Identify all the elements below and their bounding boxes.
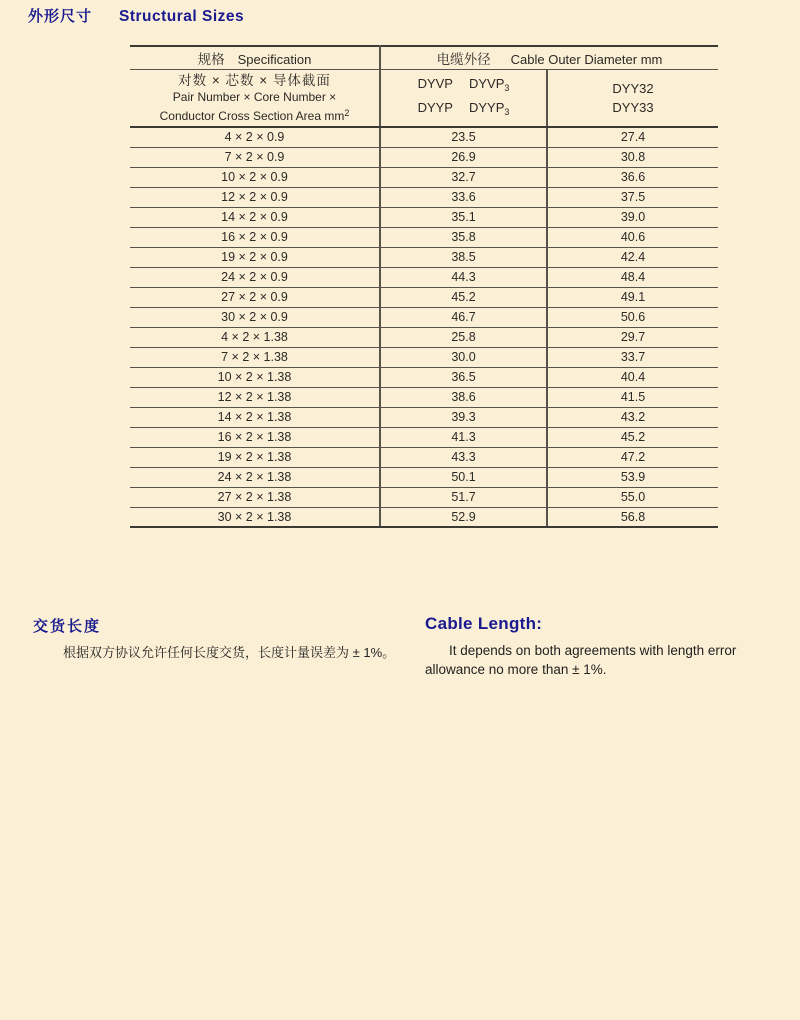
- spec-cell: 27 × 2 × 0.9: [130, 287, 380, 307]
- spec-cell: 10 × 2 × 0.9: [130, 167, 380, 187]
- table-row: [130, 387, 718, 407]
- spec-header-en: Specification: [237, 51, 312, 67]
- table-row: [130, 327, 718, 347]
- spec-cell: 27 × 2 × 1.38: [130, 487, 380, 507]
- spec-formula-en-line1: Pair Number × Core Number ×: [172, 90, 337, 105]
- spec-cell: 12 × 2 × 1.38: [130, 387, 380, 407]
- dyvp-diameter-cell: 41.3: [380, 427, 547, 447]
- table-row: [130, 167, 718, 187]
- type-dyvp3-subscript: 3: [504, 82, 510, 93]
- delivery-length-section-zh: [33, 615, 403, 662]
- table-header: [130, 46, 718, 127]
- spec-cell: 19 × 2 × 0.9: [130, 247, 380, 267]
- cable-type-line-1: [381, 74, 546, 98]
- dyvp-diameter-cell: 36.5: [380, 367, 547, 387]
- structural-sizes-table: [130, 45, 718, 528]
- spec-cell: 30 × 2 × 1.38: [130, 507, 380, 527]
- dyvp-diameter-cell: 50.1: [380, 467, 547, 487]
- diameter-header-cell: [380, 46, 718, 69]
- table-row: [130, 447, 718, 467]
- spec-subheader-cell: [130, 69, 380, 127]
- cable-types-cell: [380, 69, 547, 127]
- table-row: [130, 407, 718, 427]
- dyy-diameter-cell: 36.6: [547, 167, 718, 187]
- type-dyyp3-subscript: 3: [504, 106, 510, 117]
- dyvp-diameter-cell: 25.8: [380, 327, 547, 347]
- table-header-row-1: [130, 46, 718, 69]
- table-row: [130, 427, 718, 447]
- dyy-diameter-cell: 47.2: [547, 447, 718, 467]
- spec-cell: 24 × 2 × 0.9: [130, 267, 380, 287]
- mm-squared-superscript: 2: [344, 107, 350, 118]
- spec-formula-en-line2: [130, 106, 379, 125]
- table-row: [130, 127, 718, 147]
- type-dyvp3: DYVP: [468, 75, 505, 91]
- type-dyyp: DYYP: [417, 99, 453, 115]
- dyvp-diameter-cell: 38.6: [380, 387, 547, 407]
- dyvp-diameter-cell: 52.9: [380, 507, 547, 527]
- type-dyvp: DYVP: [417, 75, 453, 91]
- spec-formula-en-line2-text: Conductor Cross Section Area mm: [159, 108, 345, 123]
- table-row: [130, 247, 718, 267]
- spec-header-cell: [130, 46, 380, 69]
- dyvp-diameter-cell: 23.5: [380, 127, 547, 147]
- spec-cell: 14 × 2 × 1.38: [130, 407, 380, 427]
- cable-length-section-en: [425, 614, 781, 679]
- spec-cell: 19 × 2 × 1.38: [130, 447, 380, 467]
- table-row: [130, 347, 718, 367]
- dyy-diameter-cell: 29.7: [547, 327, 718, 347]
- table-header-row-2: [130, 69, 718, 127]
- dyy-diameter-cell: 55.0: [547, 487, 718, 507]
- cable-length-body-en: It depends on both agreements with length error allowance no more than ± 1%.: [425, 643, 737, 677]
- type-dyyp3: DYYP: [468, 99, 505, 115]
- dyvp-diameter-cell: 38.5: [380, 247, 547, 267]
- diameter-header-zh: 电缆外径: [436, 51, 491, 67]
- page-title-zh: 外形尺寸: [28, 8, 93, 25]
- spec-cell: 12 × 2 × 0.9: [130, 187, 380, 207]
- table-row: [130, 307, 718, 327]
- cable-type-line-2: [381, 98, 546, 122]
- dyvp-diameter-cell: 30.0: [380, 347, 547, 367]
- dyvp-diameter-cell: 51.7: [380, 487, 547, 507]
- table-body: [130, 127, 718, 527]
- table-row: [130, 227, 718, 247]
- spec-formula-zh: 对数 × 芯数 × 导体截面: [178, 73, 331, 89]
- spec-cell: 4 × 2 × 0.9: [130, 127, 380, 147]
- spec-cell: 10 × 2 × 1.38: [130, 367, 380, 387]
- dyvp-diameter-cell: 45.2: [380, 287, 547, 307]
- dyy-diameter-cell: 39.0: [547, 207, 718, 227]
- spec-header-zh: 规格: [197, 51, 225, 67]
- dyy-diameter-cell: 48.4: [547, 267, 718, 287]
- model-dyy32: DYY32: [612, 80, 654, 96]
- spec-cell: 30 × 2 × 0.9: [130, 307, 380, 327]
- dyvp-diameter-cell: 43.3: [380, 447, 547, 467]
- dyvp-diameter-cell: 35.1: [380, 207, 547, 227]
- dyvp-diameter-cell: 26.9: [380, 147, 547, 167]
- table-row: [130, 487, 718, 507]
- model-dyy33: DYY33: [612, 99, 654, 115]
- page-title: [28, 5, 244, 26]
- table-row: [130, 287, 718, 307]
- table-row: [130, 367, 718, 387]
- dyvp-diameter-cell: 32.7: [380, 167, 547, 187]
- table-row: [130, 507, 718, 527]
- diameter-header-en: Cable Outer Diameter mm: [510, 51, 663, 67]
- spec-cell: 4 × 2 × 1.38: [130, 327, 380, 347]
- dyy-diameter-cell: 43.2: [547, 407, 718, 427]
- page-title-en: Structural Sizes: [119, 8, 245, 25]
- dyy-diameter-cell: 40.6: [547, 227, 718, 247]
- dyy-diameter-cell: 50.6: [547, 307, 718, 327]
- cable-models-cell: [547, 69, 718, 127]
- dyy-diameter-cell: 27.4: [547, 127, 718, 147]
- dyy-diameter-cell: 53.9: [547, 467, 718, 487]
- dyy-diameter-cell: 49.1: [547, 287, 718, 307]
- dyy-diameter-cell: 37.5: [547, 187, 718, 207]
- dyy-diameter-cell: 56.8: [547, 507, 718, 527]
- delivery-length-heading-zh: 交货长度: [33, 618, 102, 635]
- dyy-diameter-cell: 42.4: [547, 247, 718, 267]
- spec-cell: 16 × 2 × 1.38: [130, 427, 380, 447]
- spec-cell: 24 × 2 × 1.38: [130, 467, 380, 487]
- dyvp-diameter-cell: 35.8: [380, 227, 547, 247]
- table-row: [130, 187, 718, 207]
- dyy-diameter-cell: 40.4: [547, 367, 718, 387]
- table-row: [130, 207, 718, 227]
- spec-cell: 7 × 2 × 1.38: [130, 347, 380, 367]
- dyvp-diameter-cell: 39.3: [380, 407, 547, 427]
- dyy-diameter-cell: 45.2: [547, 427, 718, 447]
- dyy-diameter-cell: 33.7: [547, 347, 718, 367]
- delivery-length-body-zh: 根据双方协议允许任何长度交货，长度计量误差为 ± 1%。: [63, 645, 396, 660]
- dyvp-diameter-cell: 44.3: [380, 267, 547, 287]
- table-row: [130, 267, 718, 287]
- dyy-diameter-cell: 30.8: [547, 147, 718, 167]
- spec-cell: 14 × 2 × 0.9: [130, 207, 380, 227]
- table-row: [130, 467, 718, 487]
- cable-length-heading-en: Cable Length:: [425, 614, 543, 633]
- dyvp-diameter-cell: 33.6: [380, 187, 547, 207]
- dyvp-diameter-cell: 46.7: [380, 307, 547, 327]
- dyy-diameter-cell: 41.5: [547, 387, 718, 407]
- spec-cell: 16 × 2 × 0.9: [130, 227, 380, 247]
- table-row: [130, 147, 718, 167]
- spec-cell: 7 × 2 × 0.9: [130, 147, 380, 167]
